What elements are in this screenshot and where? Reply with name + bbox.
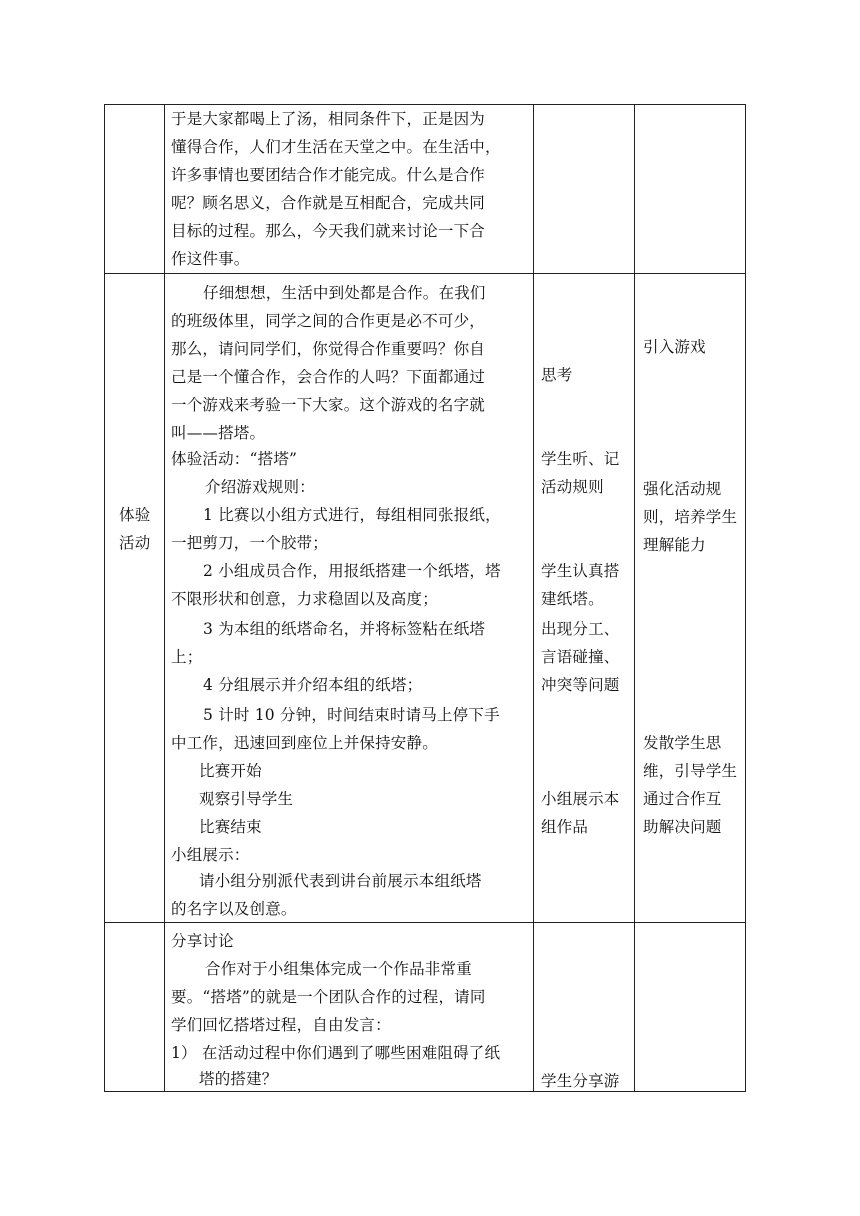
student-activity: 学生分享游: [541, 1072, 620, 1090]
content-line: 一把剪刀，一个胶带；: [171, 534, 329, 552]
column-divider: [164, 105, 165, 1091]
student-activity: 组作品: [541, 818, 589, 836]
content-line: 观察引导学生: [199, 790, 294, 808]
student-activity: 小组展示本: [541, 790, 620, 808]
design-intent: 发散学生思: [643, 734, 722, 752]
content-line: 那么，请问同学们，你觉得合作重要吗？你自: [171, 340, 486, 358]
discussion-line: 学们回忆搭塔过程，自由发言：: [171, 1016, 391, 1034]
content-line: 的班级体里，同学之间的合作更是必不可少，: [171, 312, 486, 330]
content-line: 体验活动：“搭塔”: [171, 450, 298, 468]
intro-line: 作这件事。: [171, 250, 250, 268]
column-divider: [533, 105, 534, 1091]
content-line: 己是一个懂合作，会合作的人吗？下面都通过: [171, 368, 486, 386]
design-intent: 通过合作互: [643, 790, 722, 808]
content-line: 小组展示：: [171, 846, 250, 864]
intro-line: 懂得合作，人们才生活在天堂之中。在生活中，: [171, 138, 501, 156]
discussion-line: 塔的搭建？: [199, 1070, 278, 1088]
design-intent: 引入游戏: [643, 338, 706, 356]
design-intent: 维，引导学生: [643, 762, 738, 780]
row-divider: [105, 273, 745, 274]
content-line: 4 分组展示并介绍本组的纸塔；: [203, 676, 423, 694]
student-activity: 出现分工、: [541, 620, 620, 638]
content-line: 2 小组成员合作，用报纸搭建一个纸塔，塔: [203, 562, 501, 580]
student-activity: 言语碰撞、: [541, 648, 620, 666]
student-activity: 思考: [541, 366, 573, 384]
content-line: 1 比赛以小组方式进行，每组相同张报纸，: [203, 506, 501, 524]
student-activity: 建纸塔。: [541, 590, 604, 608]
content-line: 一个游戏来考验一下大家。这个游戏的名字就: [171, 396, 486, 414]
content-line: 介绍游戏规则：: [205, 478, 315, 496]
content-line: 比赛开始: [199, 762, 262, 780]
student-activity: 冲突等问题: [541, 676, 620, 694]
design-intent: 理解能力: [643, 536, 706, 554]
intro-line: 呢？顾名思义，合作就是互相配合，完成共同: [171, 194, 486, 212]
content-line: 请小组分别派代表到讲台前展示本组纸塔: [199, 872, 482, 890]
content-line: 上；: [171, 648, 203, 666]
stage-label: 体验: [119, 506, 151, 524]
discussion-line: 1） 在活动过程中你们遇到了哪些困难阻碍了纸: [171, 1044, 501, 1062]
student-activity: 学生认真搭: [541, 562, 620, 580]
student-activity: 学生听、记: [541, 450, 620, 468]
column-divider: [634, 105, 635, 1091]
content-line: 不限形状和创意，力求稳固以及高度；: [171, 590, 438, 608]
content-line: 仔细想想，生活中到处都是合作。在我们: [203, 284, 486, 302]
discussion-line: 合作对于小组集体完成一个作品非常重: [205, 960, 472, 978]
stage-label: 活动: [119, 534, 151, 552]
content-line: 比赛结束: [199, 818, 262, 836]
design-intent: 则，培养学生: [643, 508, 738, 526]
design-intent: 助解决问题: [643, 818, 722, 836]
content-line: 中工作，迅速回到座位上并保持安静。: [171, 734, 438, 752]
content-line: 5 计时 10 分钟，时间结束时请马上停下手: [203, 706, 500, 724]
design-intent: 强化活动规: [643, 480, 722, 498]
content-line: 叫——搭塔。: [171, 424, 266, 442]
intro-line: 许多事情也要团结合作才能完成。什么是合作: [171, 166, 486, 184]
discussion-line: 分享讨论: [171, 932, 234, 950]
intro-line: 目标的过程。那么，今天我们就来讨论一下合: [171, 222, 486, 240]
content-line: 3 为本组的纸塔命名，并将标签粘在纸塔: [203, 620, 486, 638]
student-activity: 活动规则: [541, 478, 604, 496]
discussion-line: 要。“搭塔”的就是一个团队合作的过程，请同: [171, 988, 486, 1006]
content-line: 的名字以及创意。: [171, 900, 297, 918]
intro-line: 于是大家都喝上了汤，相同条件下，正是因为: [171, 110, 486, 128]
lesson-plan-table: [104, 104, 746, 1092]
